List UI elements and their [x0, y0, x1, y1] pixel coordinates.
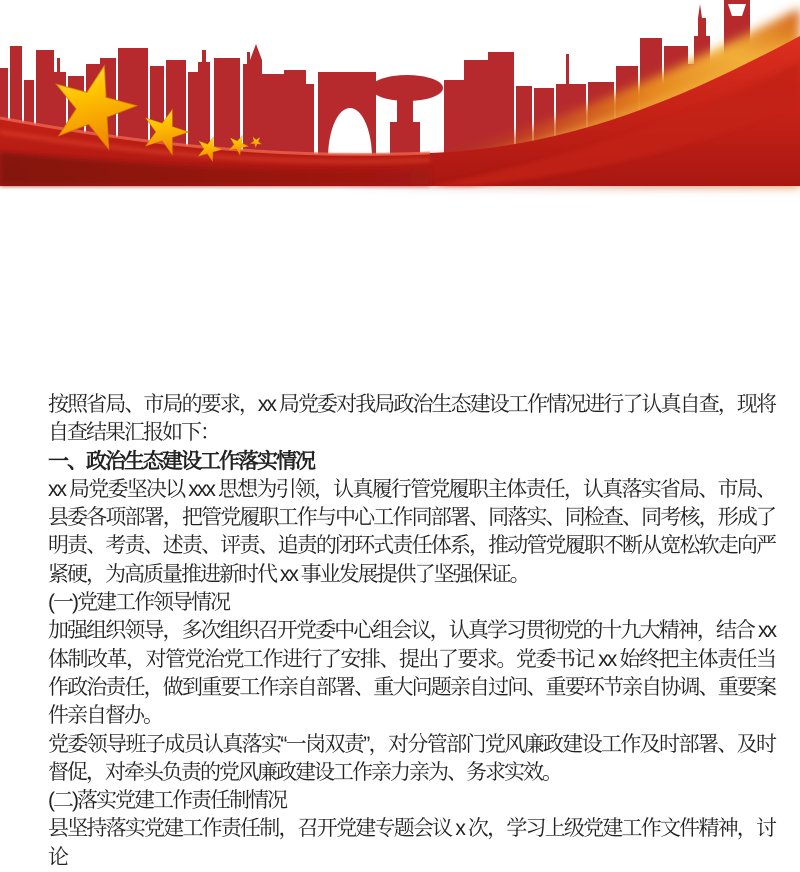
document-body [48, 391, 775, 872]
sub-section-heading: (二)落实党建工作责任制情况 [48, 789, 286, 813]
paragraph: xx 局党委坚决以 xxx 思想为引领，认真履行管党履职主体责任，认真落实省局、市局、县委各项部署，把管党履职工作与中心工作同部署、同落实、同检查、同考核，形成了明责、考责、述责、评责、追责的闭环式责任体系，推动管党履职不断从宽松软走向严紧硬，为高质量推进新时代 xx 事业发展提供了坚强保证。 [48, 477, 775, 586]
section-heading: 一、政治生态建设工作落实情况 [48, 449, 314, 473]
paragraph: 按照省局、市局的要求，xx 局党委对我局政治生态建设工作情况进行了认真自查，现将自查结果汇报如下： [48, 393, 775, 445]
sub-section-heading: (一)党建工作领导情况 [48, 591, 229, 615]
header-banner [0, 0, 800, 186]
paragraph: 党委领导班子成员认真落实“一岗双责”，对分管部门党风廉政建设工作及时部署、及时督促，对牵头负责的党风廉政建设工作亲力亲为、务求实效。 [48, 732, 775, 784]
paragraph: 县坚持落实党建工作责任制，召开党建专题会议 x 次，学习上级党建工作文件精神，讨论 [48, 817, 775, 869]
paragraph: 加强组织领导，多次组织召开党委中心组会议，认真学习贯彻党的十九大精神，结合 xx 体制改革，对管党治党工作进行了安排、提出了要求。党委书记 xx 始终把主体责任当作政治责任，做到重要工作亲自部署、重大问题亲自过问、重要环节亲自协调、重要案件亲自督办。 [48, 619, 775, 728]
